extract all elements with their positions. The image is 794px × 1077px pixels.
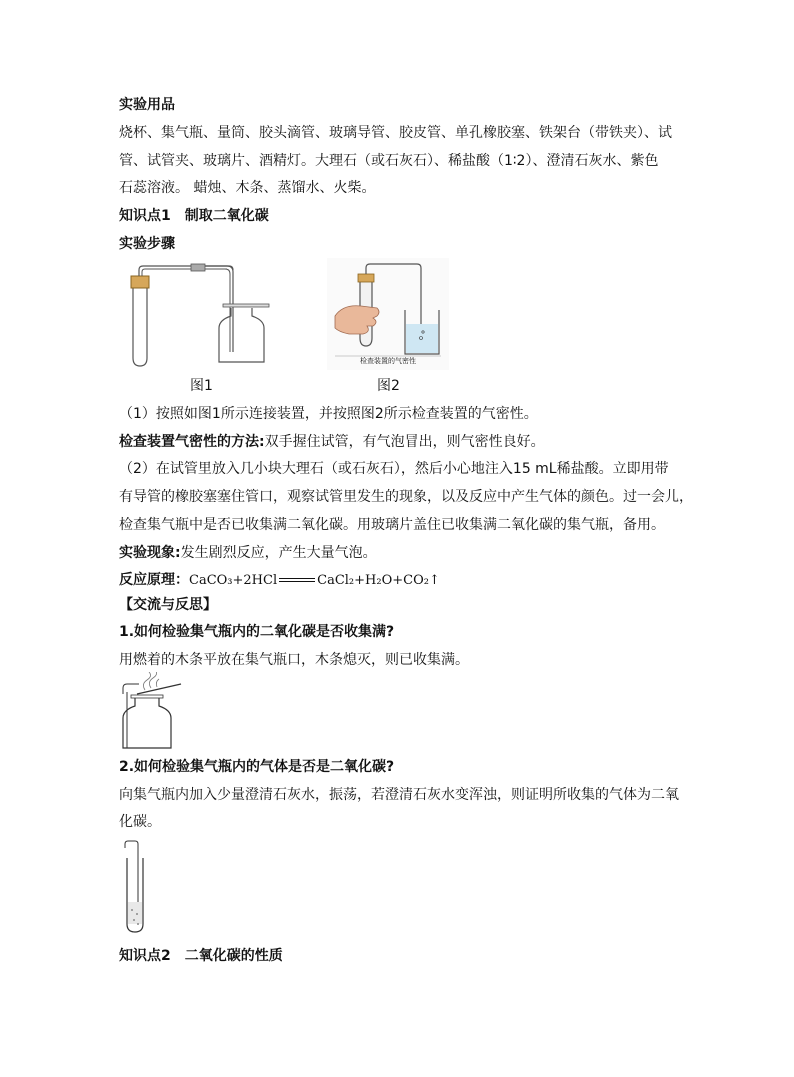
answer-2-line-1: 向集气瓶内加入少量澄清石灰水，振荡，若澄清石灰水变浑浊，则证明所收集的气体为二氧 — [119, 787, 679, 803]
step-2-line-1: （2）在试管里放入几小块大理石（或石灰石），然后小心地注入15 mL稀盐酸。立即用带 — [119, 461, 669, 477]
figure-tube-limewater — [119, 840, 153, 934]
question-2: 2.如何检验集气瓶内的气体是否是二氧化碳? — [119, 759, 395, 775]
phenomenon-text: 发生剧烈反应，产生大量气泡。 — [180, 545, 377, 561]
step-1: （1）按照如图1所示连接装置，并按照图2所示检查装置的气密性。 — [119, 406, 538, 422]
knowledge-point-2-heading: 知识点2 二氧化碳的性质 — [119, 948, 283, 964]
reflection-heading: 【交流与反思】 — [119, 597, 217, 613]
step-2-line-2: 有导管的橡胶塞塞住管口，观察试管里发生的现象，以及反应中产生气体的颜色。过一会儿， — [119, 489, 693, 505]
materials-line-3: 石蕊溶液。 蜡烛、木条、蒸馏水、火柴。 — [119, 180, 376, 196]
equation-right: CaCl₂+H₂O+CO₂↑ — [317, 573, 440, 588]
phenomenon-paragraph — [119, 543, 377, 563]
figure-2-apparatus — [327, 258, 449, 370]
steps-heading: 实验步骤 — [119, 236, 175, 252]
principle-paragraph — [119, 570, 440, 591]
question-1: 1.如何检验集气瓶内的二氧化碳是否收集满? — [119, 624, 395, 640]
phenomenon-label: 实验现象: — [119, 545, 181, 561]
equation-left: CaCO₃+2HCl — [189, 573, 278, 588]
figure-2-inner-caption: 检查装置的气密性 — [360, 357, 416, 365]
materials-line-1: 烧杯、集气瓶、量筒、胶头滴管、玻璃导管、胶皮管、单孔橡胶塞、铁架台（带铁夹）、试 — [119, 125, 672, 141]
airtight-paragraph — [119, 432, 545, 452]
airtight-text: 双手握住试管，有气泡冒出，则气密性良好。 — [264, 434, 545, 450]
airtight-label: 检查装置气密性的方法: — [119, 434, 265, 450]
principle-label: 反应原理： — [119, 572, 189, 588]
figure-1-caption: 图1 — [190, 378, 213, 394]
step-2-line-3: 检查集气瓶中是否已收集满二氧化碳。用玻璃片盖住已收集满二氧化碳的集气瓶，备用。 — [119, 517, 665, 533]
materials-heading: 实验用品 — [119, 97, 175, 113]
equation-equals-sign — [279, 578, 315, 582]
figure-stick-at-bottle — [119, 672, 185, 750]
figure-2-caption: 图2 — [377, 378, 400, 394]
answer-1: 用燃着的木条平放在集气瓶口，木条熄灭，则已收集满。 — [119, 652, 469, 668]
knowledge-point-1-heading: 知识点1 制取二氧化碳 — [119, 208, 269, 224]
answer-2-line-2: 化碳。 — [119, 814, 161, 830]
materials-line-2: 管、试管夹、玻璃片、酒精灯。大理石（或石灰石）、稀盐酸（1∶2）、澄清石灰水、紫色 — [119, 153, 659, 169]
figure-1-apparatus — [119, 262, 291, 370]
